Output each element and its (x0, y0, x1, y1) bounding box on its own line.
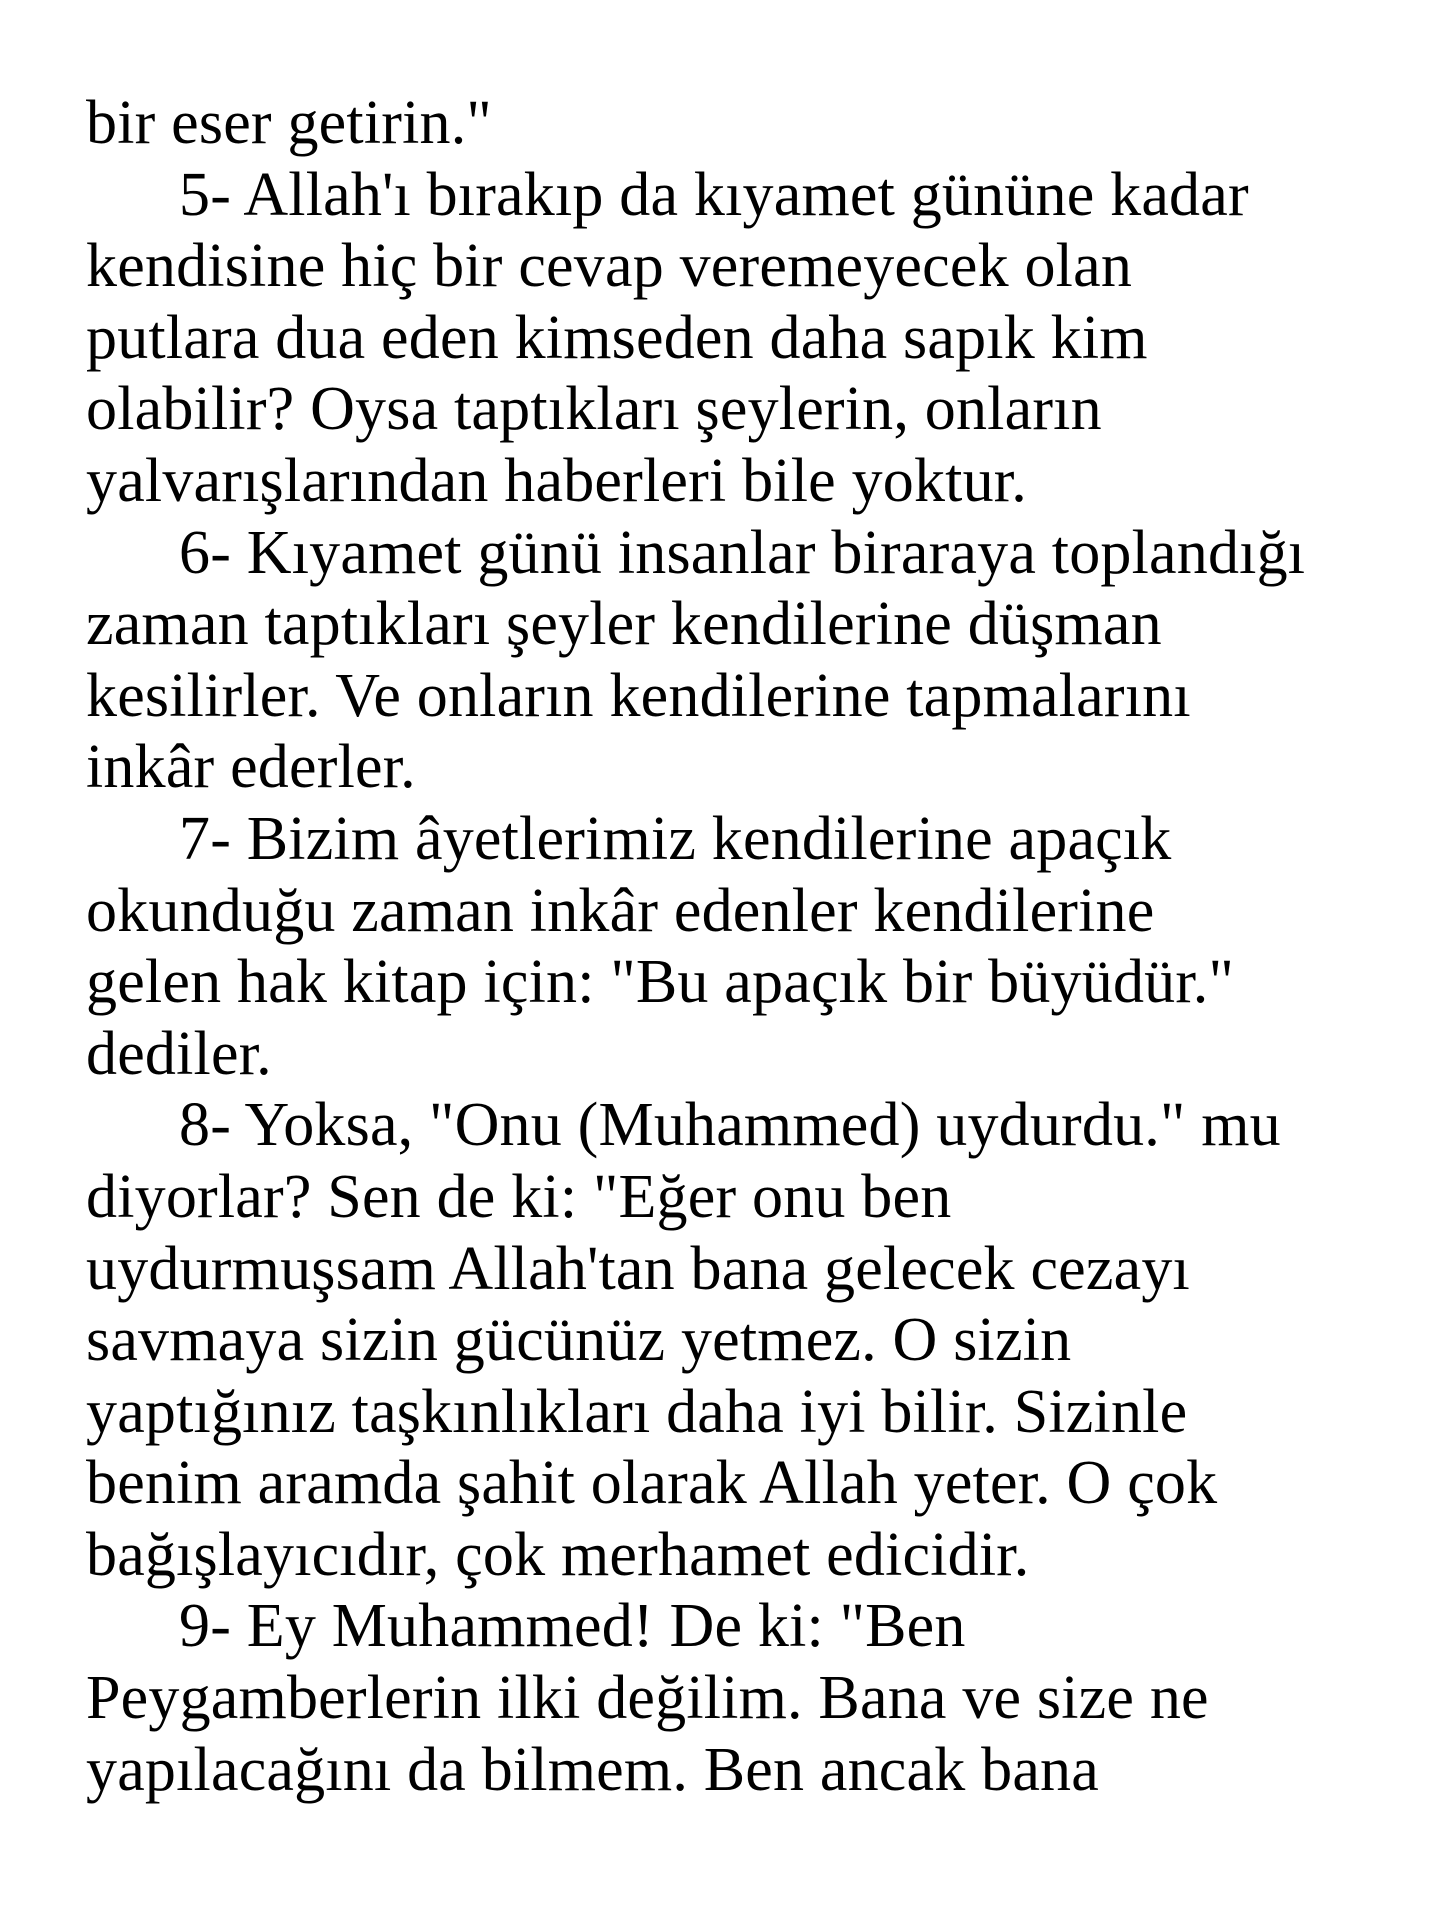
body-text (86, 88, 1406, 1806)
text-line: olabilir? Oysa taptıkları şeylerin, onların (86, 375, 1102, 444)
text-line: putlara dua eden kimseden daha sapık kim (86, 303, 1148, 372)
text-line: okunduğu zaman inkâr edenler kendilerine (86, 876, 1155, 945)
text-line: yapılacağını da bilmem. Ben ancak bana (86, 1735, 1099, 1804)
text-line: kendisine hiç bir cevap veremeyecek olan (86, 232, 1133, 301)
text-line: yalvarışlarından haberleri bile yoktur. (86, 446, 1027, 515)
text-line: uydurmuşsam Allah'tan bana gelecek cezayı (86, 1234, 1190, 1303)
verse-8 (86, 1090, 1406, 1591)
text-line: yaptığınız taşkınlıkları daha iyi bilir. Sizinle (86, 1377, 1188, 1446)
text-line: 8- Yoksa, "Onu (Muhammed) uydurdu." mu (179, 1091, 1281, 1160)
text-line: 6- Kıyamet günü insanlar biraraya toplandığı (179, 518, 1306, 587)
text-line: benim aramda şahit olarak Allah yeter. O çok (86, 1449, 1218, 1518)
text-line: inkâr ederler. (86, 733, 416, 802)
verse-5 (86, 160, 1406, 518)
text-line: dediler. (86, 1019, 272, 1088)
verse-9 (86, 1591, 1406, 1806)
text-line: zaman taptıkları şeyler kendilerine düşman (86, 590, 1162, 659)
text-line: Peygamberlerin ilki değilim. Bana ve size ne (86, 1664, 1209, 1733)
paragraph-continuation (86, 88, 1406, 160)
text-line: diyorlar? Sen de ki: "Eğer onu ben (86, 1162, 952, 1231)
verse-7 (86, 804, 1406, 1090)
text-line: 7- Bizim âyetlerimiz kendilerine apaçık (179, 804, 1172, 873)
text-line: kesilirler. Ve onların kendilerine tapmalarını (86, 661, 1191, 730)
text-line: 9- Ey Muhammed! De ki: "Ben (179, 1592, 966, 1661)
text-line: savmaya sizin gücünüz yetmez. O sizin (86, 1306, 1072, 1375)
text-line: bağışlayıcıdır, çok merhamet edicidir. (86, 1520, 1030, 1589)
text-line: gelen hak kitap için: "Bu apaçık bir büyüdür." (86, 948, 1234, 1017)
text-line: 5- Allah'ı bırakıp da kıyamet gününe kadar (179, 160, 1249, 229)
text-line: bir eser getirin." (86, 89, 492, 157)
verse-6 (86, 518, 1406, 804)
